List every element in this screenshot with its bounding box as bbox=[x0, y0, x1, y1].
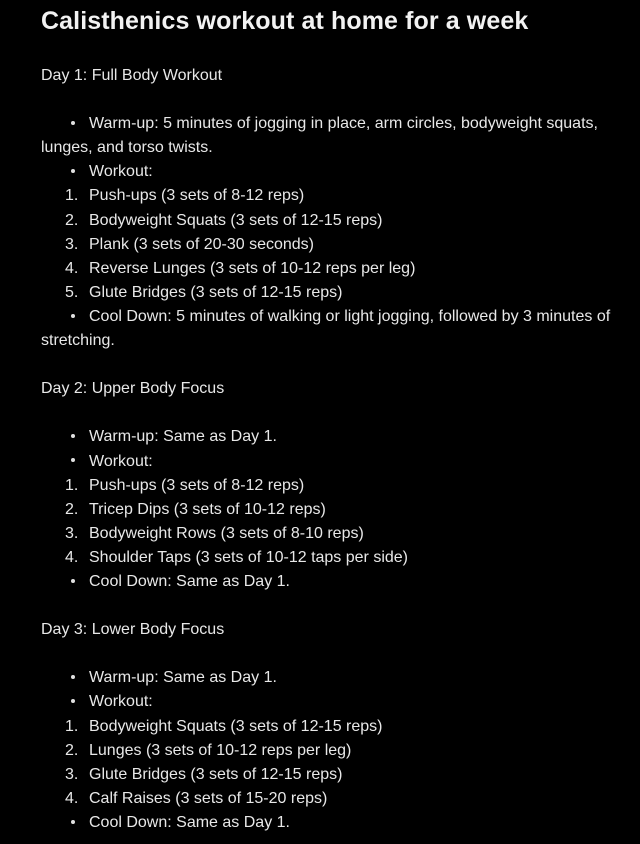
list-item-text: Shoulder Taps (3 sets of 10-12 taps per side) bbox=[89, 548, 408, 566]
list-number: 4. bbox=[65, 789, 79, 807]
numbered-list-item bbox=[41, 209, 626, 233]
list-number: 4. bbox=[65, 548, 79, 566]
bullet-dot-icon bbox=[71, 169, 75, 173]
bullet-icon bbox=[65, 305, 81, 329]
numbered-list-item bbox=[41, 233, 626, 257]
bullet-icon bbox=[65, 160, 81, 184]
list-item-text: Bodyweight Rows (3 sets of 8-10 reps) bbox=[89, 524, 364, 542]
list-number: 2. bbox=[65, 500, 79, 518]
list-number: 3. bbox=[65, 524, 79, 542]
workout-days bbox=[41, 64, 626, 835]
list-item-text: Bodyweight Squats (3 sets of 12-15 reps) bbox=[89, 211, 383, 229]
page-title: Calisthenics workout at home for a week bbox=[41, 7, 529, 35]
bullet-list-item bbox=[41, 570, 626, 594]
list-item-text: Warm-up: Same as Day 1. bbox=[89, 428, 277, 446]
spacer bbox=[41, 88, 626, 112]
list-item-text: Cool Down: Same as Day 1. bbox=[89, 572, 290, 590]
numbered-list-item bbox=[41, 257, 626, 281]
numbered-list-item bbox=[41, 522, 626, 546]
bullet-list-item bbox=[41, 811, 626, 835]
list-item-text: Reverse Lunges (3 sets of 10-12 reps per leg) bbox=[89, 259, 416, 277]
spacer bbox=[41, 642, 626, 666]
spacer bbox=[41, 353, 626, 377]
bullet-dot-icon bbox=[71, 579, 75, 583]
bullet-list-item bbox=[41, 425, 626, 449]
list-item-text: Calf Raises (3 sets of 15-20 reps) bbox=[89, 789, 328, 807]
numbered-list-item bbox=[41, 787, 626, 811]
spacer bbox=[41, 594, 626, 618]
list-number: 1. bbox=[65, 476, 79, 494]
list-number: 4. bbox=[65, 259, 79, 277]
day-heading: Day 3: Lower Body Focus bbox=[41, 621, 225, 639]
numbered-list-item bbox=[41, 763, 626, 787]
day-heading: Day 1: Full Body Workout bbox=[41, 67, 223, 84]
list-item-text: Workout: bbox=[89, 693, 153, 711]
list-item-text: Bodyweight Squats (3 sets of 12-15 reps) bbox=[89, 717, 383, 735]
day-section bbox=[41, 377, 626, 618]
list-item-text: Push-ups (3 sets of 8-12 reps) bbox=[89, 476, 305, 494]
bullet-dot-icon bbox=[71, 699, 75, 703]
list-number: 2. bbox=[65, 211, 79, 229]
list-item-text: Cool Down: Same as Day 1. bbox=[89, 813, 290, 831]
numbered-list-item bbox=[41, 498, 626, 522]
numbered-list-item bbox=[41, 184, 626, 208]
bullet-icon bbox=[65, 690, 81, 714]
list-item-text: Lunges (3 sets of 10-12 reps per leg) bbox=[89, 741, 352, 759]
list-item-text: Glute Bridges (3 sets of 12-15 reps) bbox=[89, 283, 343, 301]
list-item-text: Warm-up: 5 minutes of jogging in place, arm circles, bodyweight squats, lunges, and torso twists. bbox=[41, 115, 598, 157]
bullet-icon bbox=[65, 112, 81, 136]
bullet-icon bbox=[65, 666, 81, 690]
bullet-icon bbox=[65, 450, 81, 474]
day-section bbox=[41, 64, 626, 377]
list-number: 2. bbox=[65, 741, 79, 759]
bullet-dot-icon bbox=[71, 434, 75, 438]
list-number: 5. bbox=[65, 283, 79, 301]
numbered-list-item bbox=[41, 281, 626, 305]
spacer bbox=[41, 401, 626, 425]
bullet-dot-icon bbox=[71, 675, 75, 679]
list-number: 1. bbox=[65, 187, 79, 205]
list-number: 1. bbox=[65, 717, 79, 735]
list-number: 3. bbox=[65, 235, 79, 253]
bullet-icon bbox=[65, 811, 81, 835]
list-item-text: Cool Down: 5 minutes of walking or light jogging, followed by 3 minutes of stretching. bbox=[41, 307, 611, 350]
bullet-list-item bbox=[41, 305, 626, 353]
bullet-list-item bbox=[41, 450, 626, 474]
bullet-dot-icon bbox=[71, 458, 75, 462]
numbered-list-item bbox=[41, 474, 626, 498]
day-heading: Day 2: Upper Body Focus bbox=[41, 380, 225, 398]
bullet-dot-icon bbox=[71, 121, 75, 125]
bullet-dot-icon bbox=[71, 820, 75, 824]
bullet-list-item bbox=[41, 112, 626, 160]
bullet-icon bbox=[65, 570, 81, 594]
list-item-text: Glute Bridges (3 sets of 12-15 reps) bbox=[89, 765, 343, 783]
list-item-text: Workout: bbox=[89, 163, 153, 181]
day-section bbox=[41, 618, 626, 835]
list-item-text: Push-ups (3 sets of 8-12 reps) bbox=[89, 187, 305, 205]
bullet-icon bbox=[65, 425, 81, 449]
bullet-list-item bbox=[41, 690, 626, 714]
list-number: 3. bbox=[65, 765, 79, 783]
numbered-list-item bbox=[41, 546, 626, 570]
bullet-list-item bbox=[41, 666, 626, 690]
bullet-list-item bbox=[41, 160, 626, 184]
spacer bbox=[41, 38, 626, 64]
list-item-text: Warm-up: Same as Day 1. bbox=[89, 669, 277, 687]
list-item-text: Plank (3 sets of 20-30 seconds) bbox=[89, 235, 315, 253]
list-item-text: Workout: bbox=[89, 452, 153, 470]
numbered-list-item bbox=[41, 739, 626, 763]
bullet-dot-icon bbox=[71, 314, 75, 318]
list-item-text: Tricep Dips (3 sets of 10-12 reps) bbox=[89, 500, 326, 518]
numbered-list-item bbox=[41, 715, 626, 739]
